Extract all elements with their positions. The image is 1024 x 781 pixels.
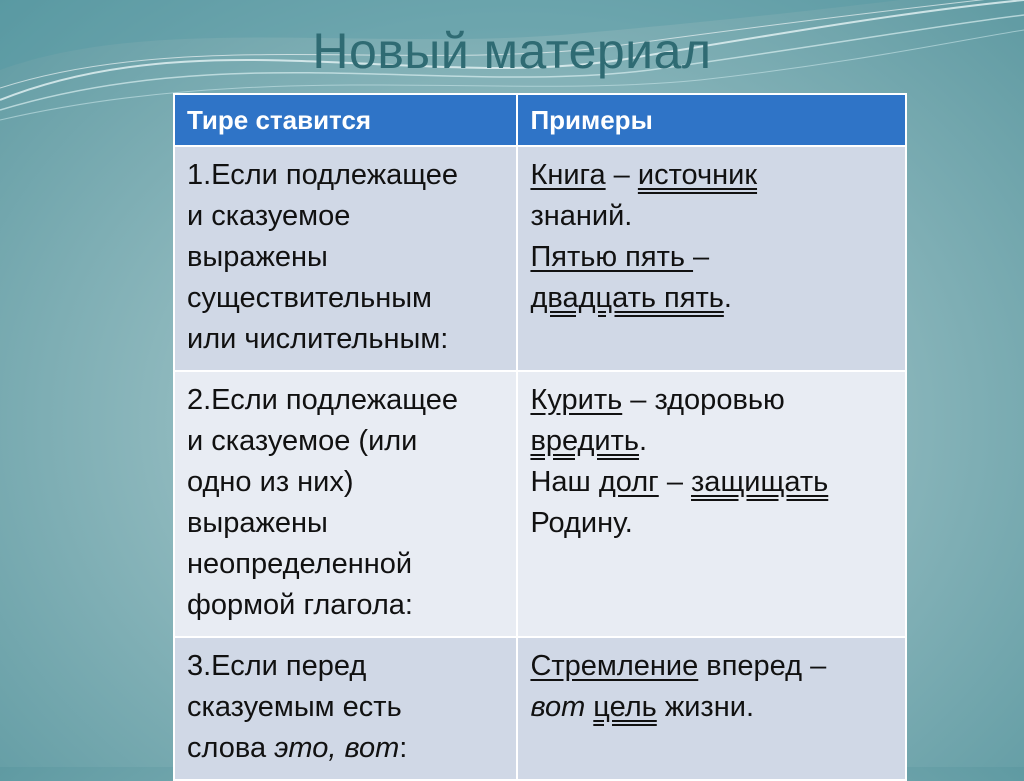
- rule-text: и сказуемое: [187, 200, 351, 232]
- rule-text: 1.Если подлежащее: [187, 159, 459, 191]
- dash: –: [658, 466, 692, 498]
- example-line: [530, 687, 895, 728]
- rule-text: выражены: [187, 507, 328, 539]
- header-rule: Тире ставится: [174, 94, 517, 146]
- table-row: [174, 146, 906, 371]
- rule-cell: [174, 146, 517, 371]
- subject-word: Книга: [530, 159, 606, 191]
- example-text: вперед –: [698, 650, 827, 682]
- rule-text: одно из них): [187, 466, 354, 498]
- example-line: [530, 380, 895, 421]
- slide-title: Новый материал: [312, 23, 712, 79]
- example-line: [530, 462, 895, 503]
- predicate-word: цель: [593, 691, 657, 723]
- header-examples: Примеры: [517, 94, 906, 146]
- example-line: [530, 646, 895, 687]
- example-line: [530, 278, 895, 319]
- rule-text: сказуемым есть: [187, 691, 402, 723]
- rules-table: [173, 93, 907, 781]
- example-line: знаний.: [530, 200, 633, 232]
- predicate-word: защищать: [691, 466, 829, 498]
- rule-text: или числительным:: [187, 323, 449, 355]
- predicate-word: вредить: [530, 425, 639, 457]
- rule-text: и сказуемое (или: [187, 425, 418, 457]
- rule-text: выражены: [187, 241, 328, 273]
- rule-cell: [174, 371, 517, 637]
- rule-text: 2.Если подлежащее: [187, 384, 459, 416]
- subject-word: Пятью пять: [530, 241, 694, 273]
- subject-word: Стремление: [530, 650, 699, 682]
- predicate-word: двадцать пять: [530, 282, 724, 314]
- subject-word: Курить: [530, 384, 623, 416]
- example-line: Родину.: [530, 507, 633, 539]
- colon: :: [399, 732, 408, 764]
- rule-text: 3.Если перед: [187, 650, 367, 682]
- predicate-word: источник: [637, 159, 758, 191]
- example-line: [530, 421, 895, 462]
- rule-text-line: [187, 728, 506, 769]
- italic-words: это, вот: [274, 732, 400, 764]
- subject-word: долг: [598, 466, 659, 498]
- table-row: [174, 637, 906, 780]
- italic-word: вот: [530, 691, 586, 723]
- table-header-row: [174, 94, 906, 146]
- example-line: [530, 155, 895, 196]
- rule-text: существительным: [187, 282, 432, 314]
- example-cell: [517, 371, 906, 637]
- dash: –: [693, 241, 710, 273]
- rule-text: слова: [187, 732, 275, 764]
- example-text: жизни.: [656, 691, 755, 723]
- example-text: Наш: [530, 466, 599, 498]
- example-cell: [517, 146, 906, 371]
- period: .: [638, 425, 648, 457]
- dash: –: [605, 159, 638, 191]
- rule-text: неопределенной: [187, 548, 413, 580]
- example-cell: [517, 637, 906, 780]
- period: .: [723, 282, 732, 314]
- table-row: [174, 371, 906, 637]
- rule-cell: [174, 637, 517, 780]
- example-text: – здоровью: [622, 384, 785, 416]
- rule-text: формой глагола:: [187, 589, 413, 621]
- example-line: [530, 237, 895, 278]
